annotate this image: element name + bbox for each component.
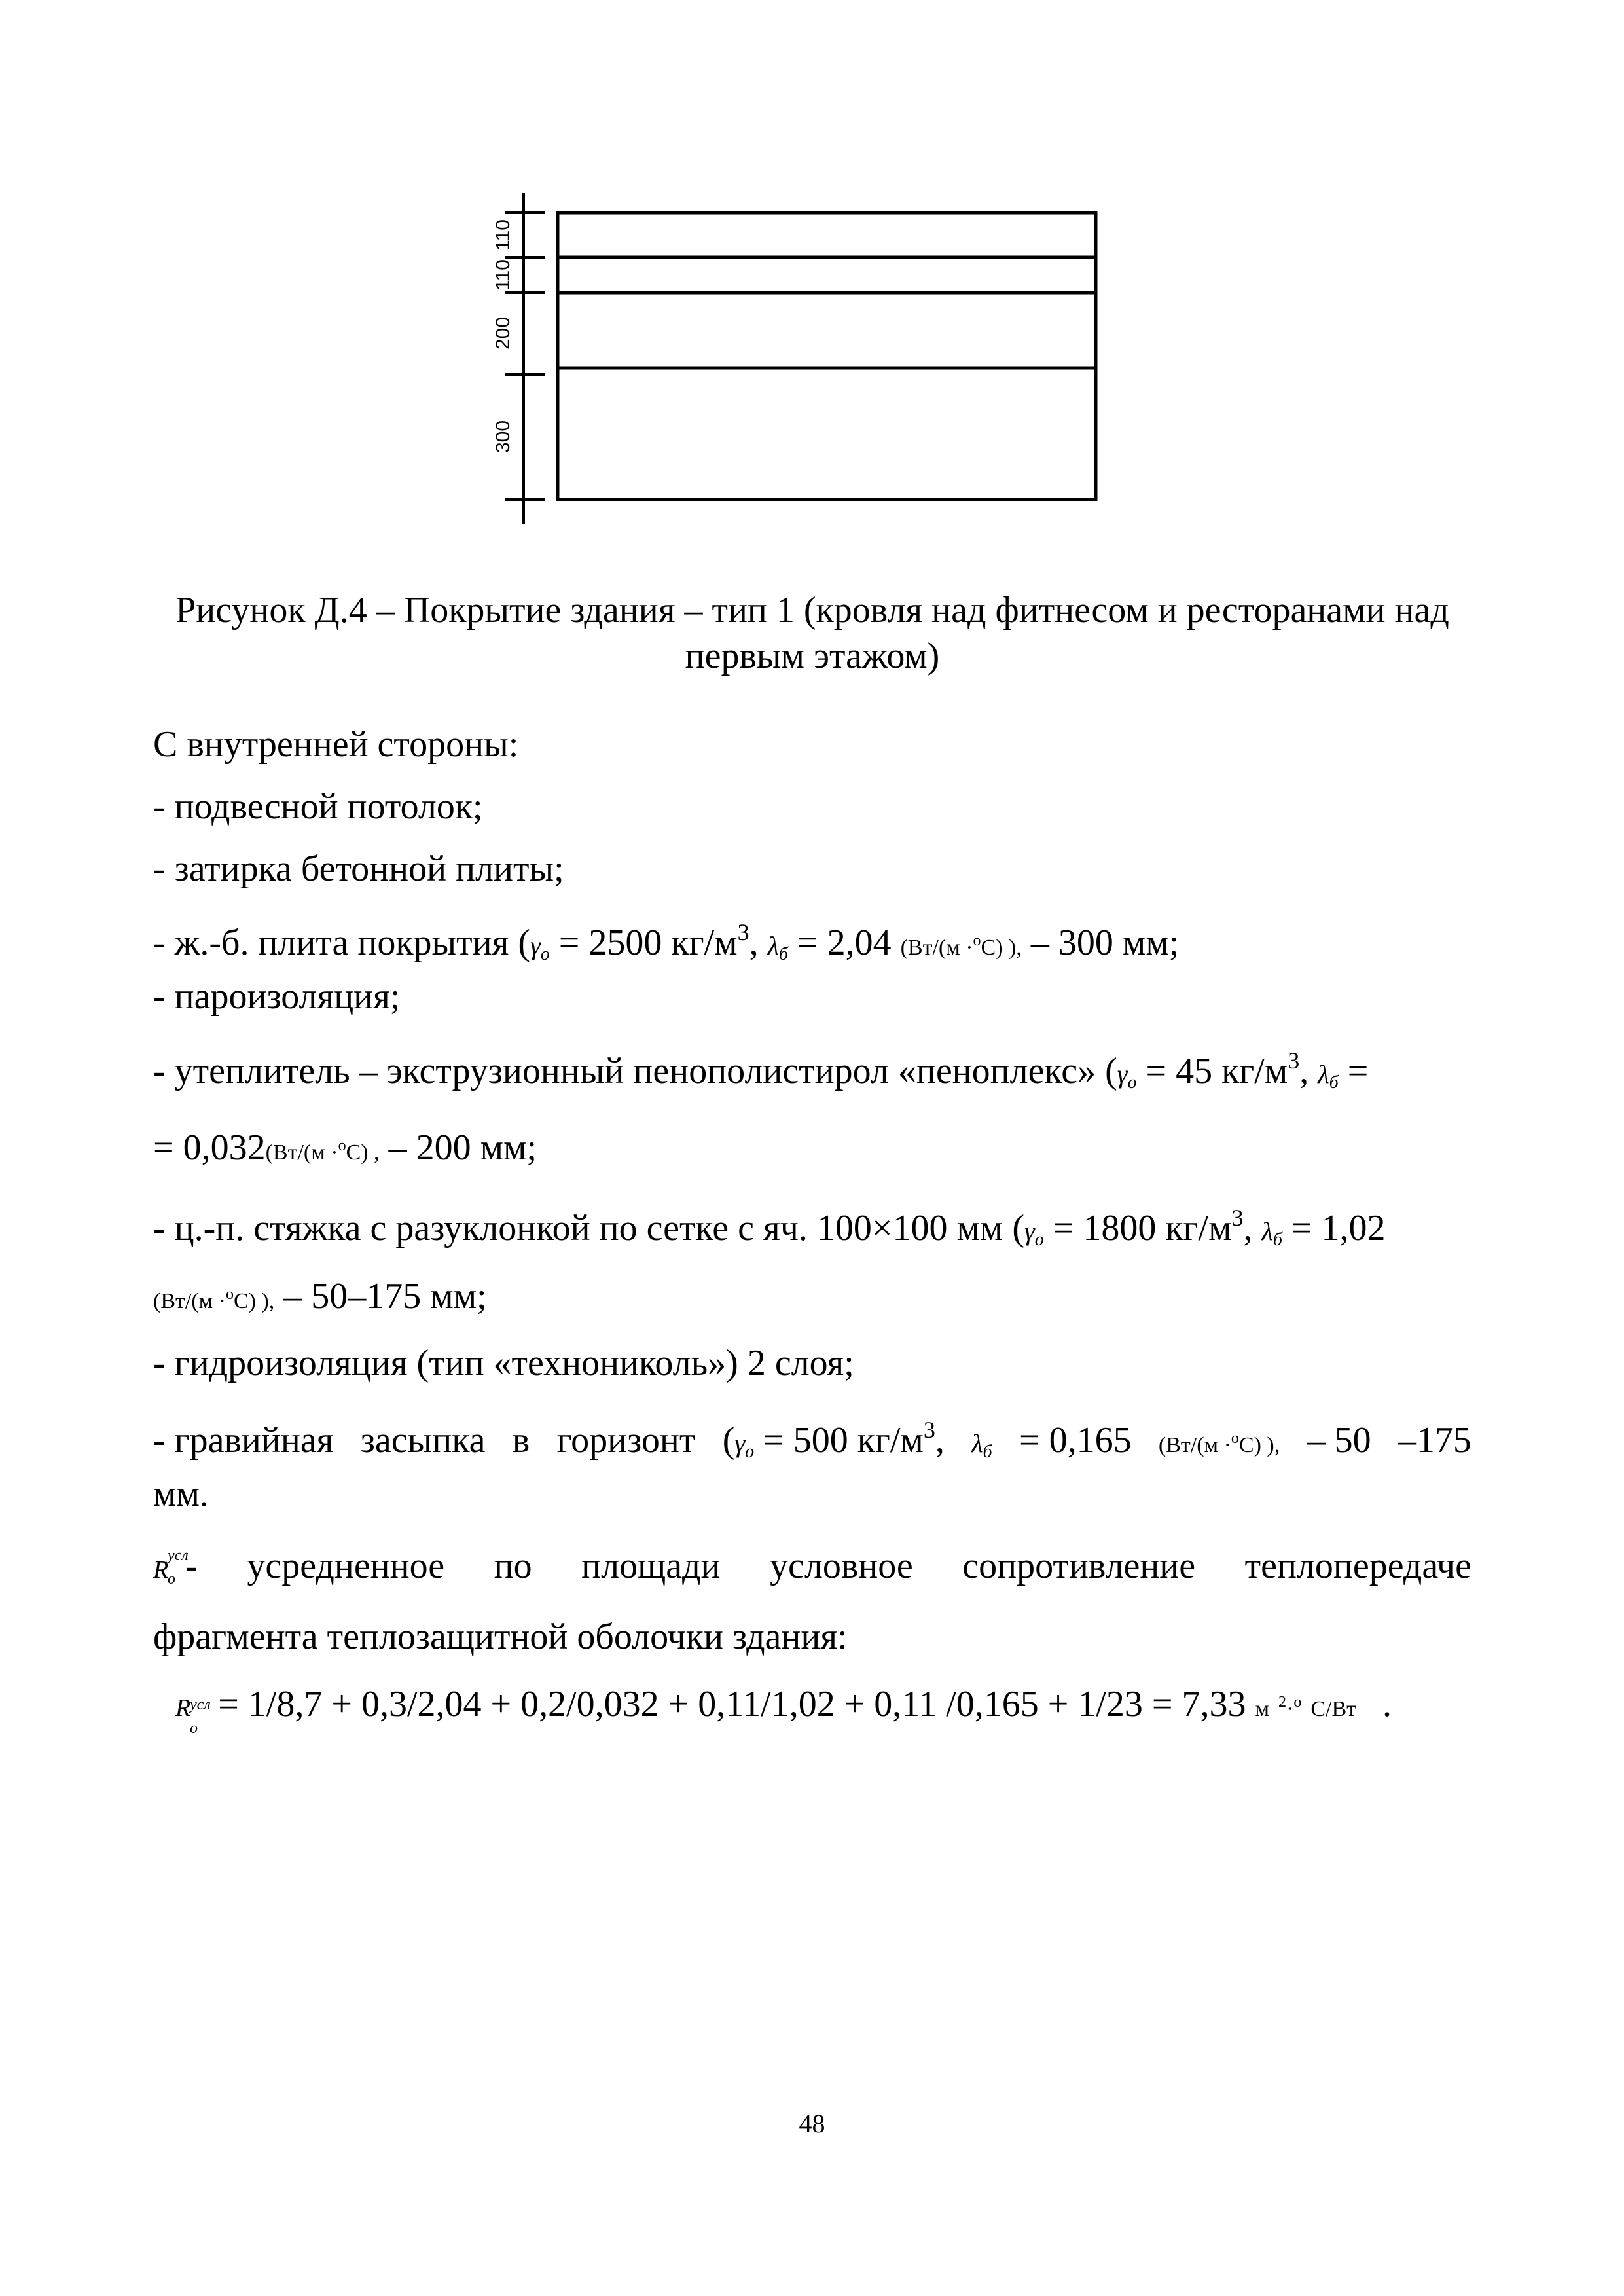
list-item-insulation: - утеплитель – экструзионный пенополистирол «пеноплекс» ($\gamma_о = 45$ $кг/м^3$, $\lambda_б$ =: [153, 1048, 1369, 1093]
dimension-label: 300: [492, 420, 514, 454]
list-item: - подвесной потолок;: [153, 786, 483, 827]
list-item-gravel: - гравийная засыпка в горизонт ($\gamma_о = 500$ $кг/м^3$, $\lambda_б$ = 0,165 (Вт/(м ·$^о$С) ), – 50 –175: [153, 1417, 1471, 1462]
intro-text: С внутренней стороны:: [153, 724, 519, 765]
r-definition: R усл о - усредненное по площади условное сопротивление теплопередаче: [153, 1545, 1471, 1591]
list-item-screed: - ц.-п. стяжка с разуклонкой по сетке с яч. 100×100 мм ($\gamma_о = 1800$ $кг/м^3$, $\lambda_б = 1,02$: [153, 1205, 1386, 1250]
dimension-label: 200: [492, 316, 514, 350]
page-number: 48: [799, 2109, 825, 2138]
roof-section-figure: [471, 193, 1152, 534]
figure-caption-line-1: Рисунок Д.4 – Покрытие здания – тип 1 (кровля над фитнесом и ресторанами над: [175, 590, 1449, 630]
thermal-resistance-formula: R усл о = 1/8,7 + 0,3/2,04 + 0,2/0,032 + 0,11/1,02 + 0,11 /0,165 + 1/23 = 7,33 м $^2$·$^о$ С/Вт .: [175, 1684, 1392, 1737]
list-item: - гидроизоляция (тип «технониколь») 2 слоя;: [153, 1343, 854, 1383]
dimension-label: 110: [492, 259, 514, 291]
dimension-label: 110: [492, 219, 514, 251]
roof-section-drawing: [471, 193, 1152, 534]
list-item-gravel-cont: мм.: [153, 1474, 209, 1514]
r-symbol: R усл о -: [153, 1546, 198, 1588]
list-item: - пароизоляция;: [153, 976, 401, 1017]
list-item-slab: - ж.-б. плита покрытия ($\gamma_о = 2500$ $кг/м^3$, $\lambda_б = 2,04$ (Вт/(м ·$^о$С) ), – 300 мм;: [153, 919, 1180, 964]
r-symbol: R усл о: [175, 1694, 211, 1737]
figure-caption-line-2: первым этажом): [685, 636, 940, 676]
list-item-screed-cont: (Вт/(м ·$^о$С) ), – 50–175 мм;: [153, 1276, 487, 1317]
r-definition-cont: фрагмента теплозащитной оболочки здания:: [153, 1616, 848, 1657]
list-item-insulation-cont: = 0,032(Вт/(м ·$^о$С) , – 200 мм;: [153, 1127, 537, 1168]
list-item: - затирка бетонной плиты;: [153, 848, 564, 889]
